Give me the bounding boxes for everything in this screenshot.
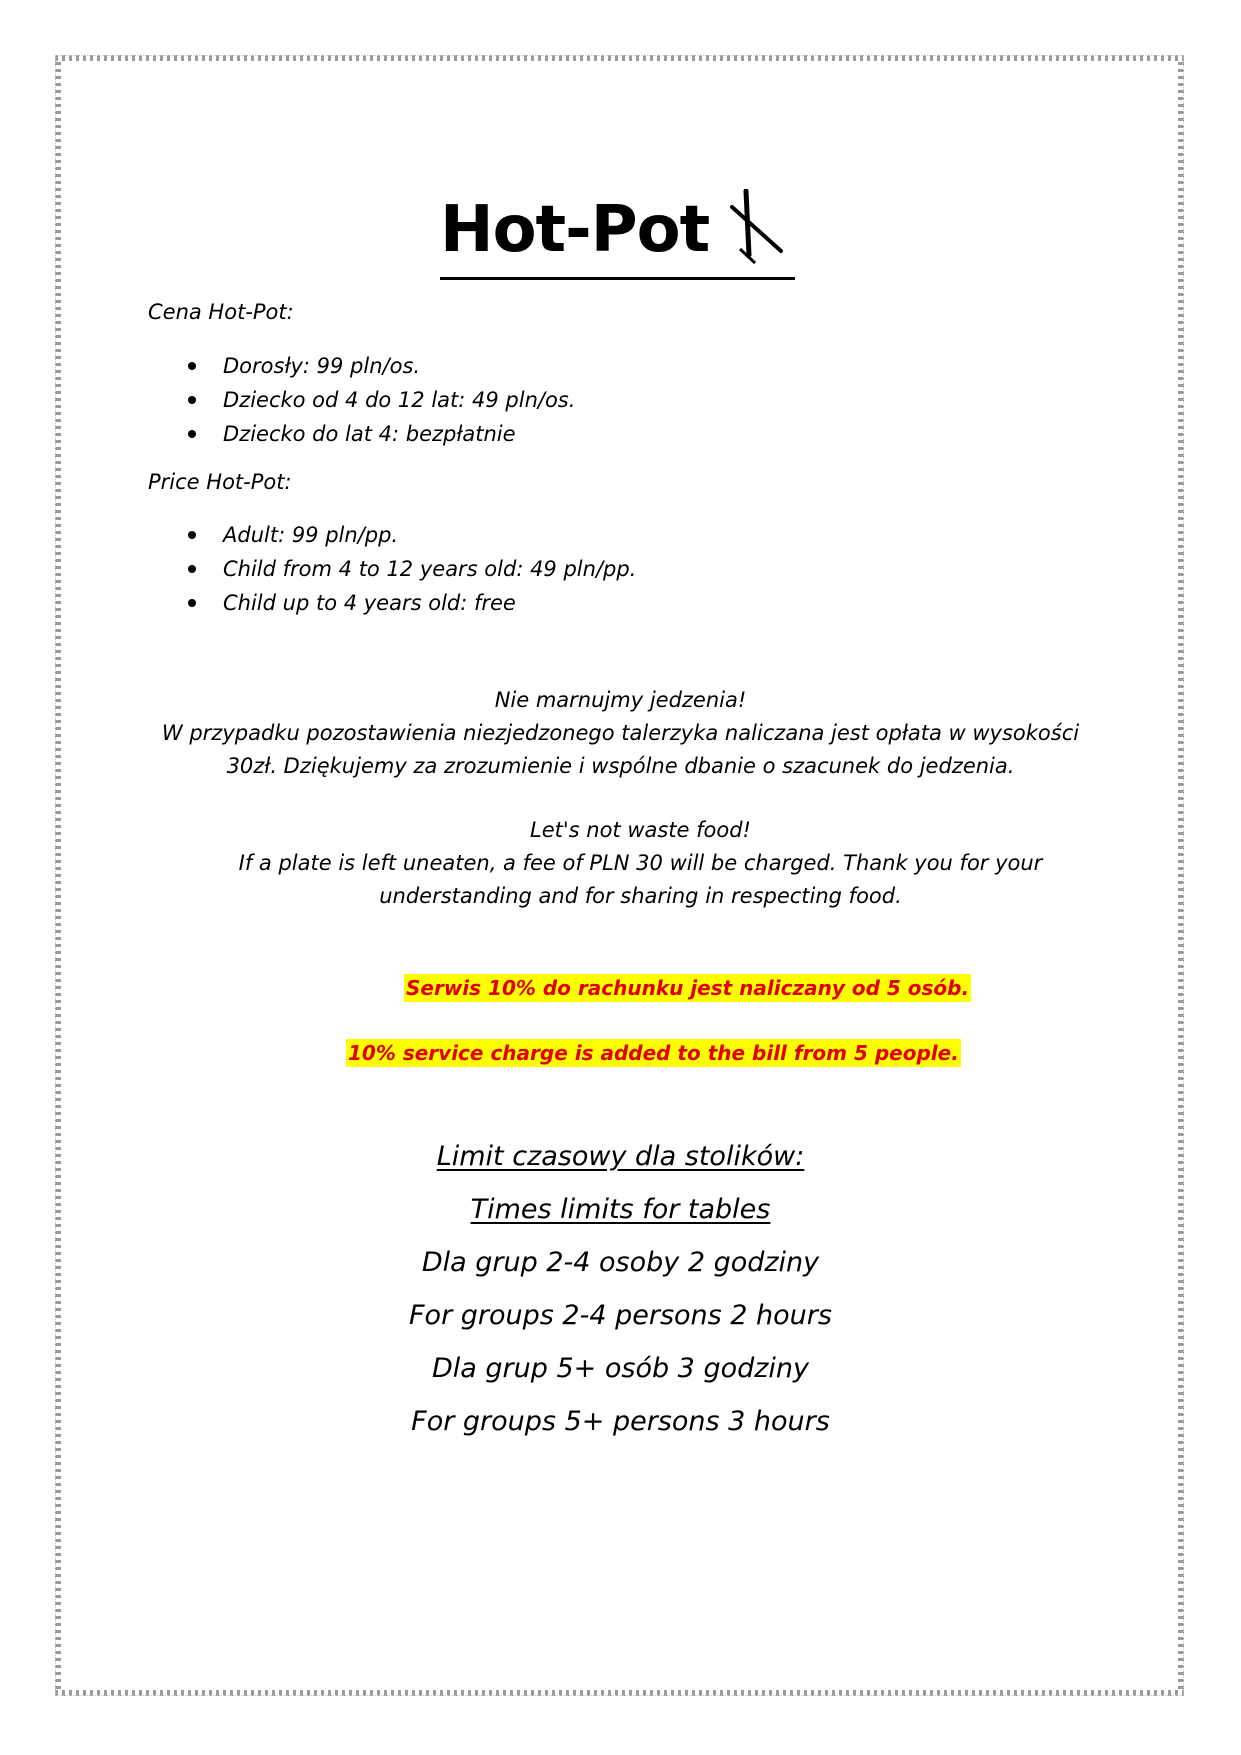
en-price-heading: Price Hot-Pot: — [148, 470, 292, 494]
service-charge-en — [346, 1038, 961, 1070]
pl-waste-headline: Nie marnujmy jedzenia! — [494, 688, 747, 712]
service-charge-en-text: 10% service charge is added to the bill from 5 people. — [348, 1041, 959, 1065]
page-title: Hot-Pot — [440, 193, 710, 267]
list-item: Dziecko od 4 do 12 lat: 49 pln/os. — [148, 383, 575, 417]
title-block — [440, 185, 795, 280]
list-item: Dziecko do lat 4: bezpłatnie — [148, 417, 575, 451]
time-limit-row: For groups 5+ persons 3 hours — [411, 1406, 830, 1437]
list-item: Adult: 99 pln/pp. — [148, 518, 636, 552]
en-waste-line2: understanding and for sharing in respecting food. — [379, 884, 902, 908]
time-limit-row: Dla grup 5+ osób 3 godziny — [431, 1353, 810, 1384]
list-item: Child up to 4 years old: free — [148, 586, 636, 620]
list-item: Dorosły: 99 pln/os. — [148, 349, 575, 383]
time-limit-row: For groups 2-4 persons 2 hours — [409, 1300, 832, 1331]
pl-waste-line2: 30zł. Dziękujemy za zrozumienie i wspólne dbanie o szacunek do jedzenia. — [226, 754, 1015, 778]
time-limits-heading-en: Times limits for tables — [470, 1194, 771, 1225]
time-limit-row: Dla grup 2-4 osoby 2 godziny — [421, 1247, 820, 1278]
en-price-list — [148, 518, 636, 620]
pl-waste-line1: W przypadku pozostawienia niezjedzonego talerzyka naliczana jest opłata w wysokości — [161, 721, 1080, 745]
pl-price-heading: Cena Hot-Pot: — [148, 300, 294, 324]
time-limits-heading-pl: Limit czasowy dla stolików: — [436, 1141, 805, 1172]
en-waste-headline: Let's not waste food! — [530, 818, 751, 842]
en-waste-line1: If a plate is left uneaten, a fee of PLN 30 will be charged. Thank you for your — [238, 851, 1043, 875]
list-item: Child from 4 to 12 years old: 49 pln/pp. — [148, 552, 636, 586]
service-charge-pl — [404, 973, 971, 1005]
service-charge-pl-text: Serwis 10% do rachunku jest naliczany od 5 osób. — [406, 976, 970, 1000]
pl-price-list — [148, 349, 575, 451]
chopsticks-icon — [725, 189, 787, 269]
time-limits — [0, 1130, 1241, 1448]
pl-waste-notice — [0, 684, 1241, 783]
en-waste-notice — [20, 814, 1241, 913]
